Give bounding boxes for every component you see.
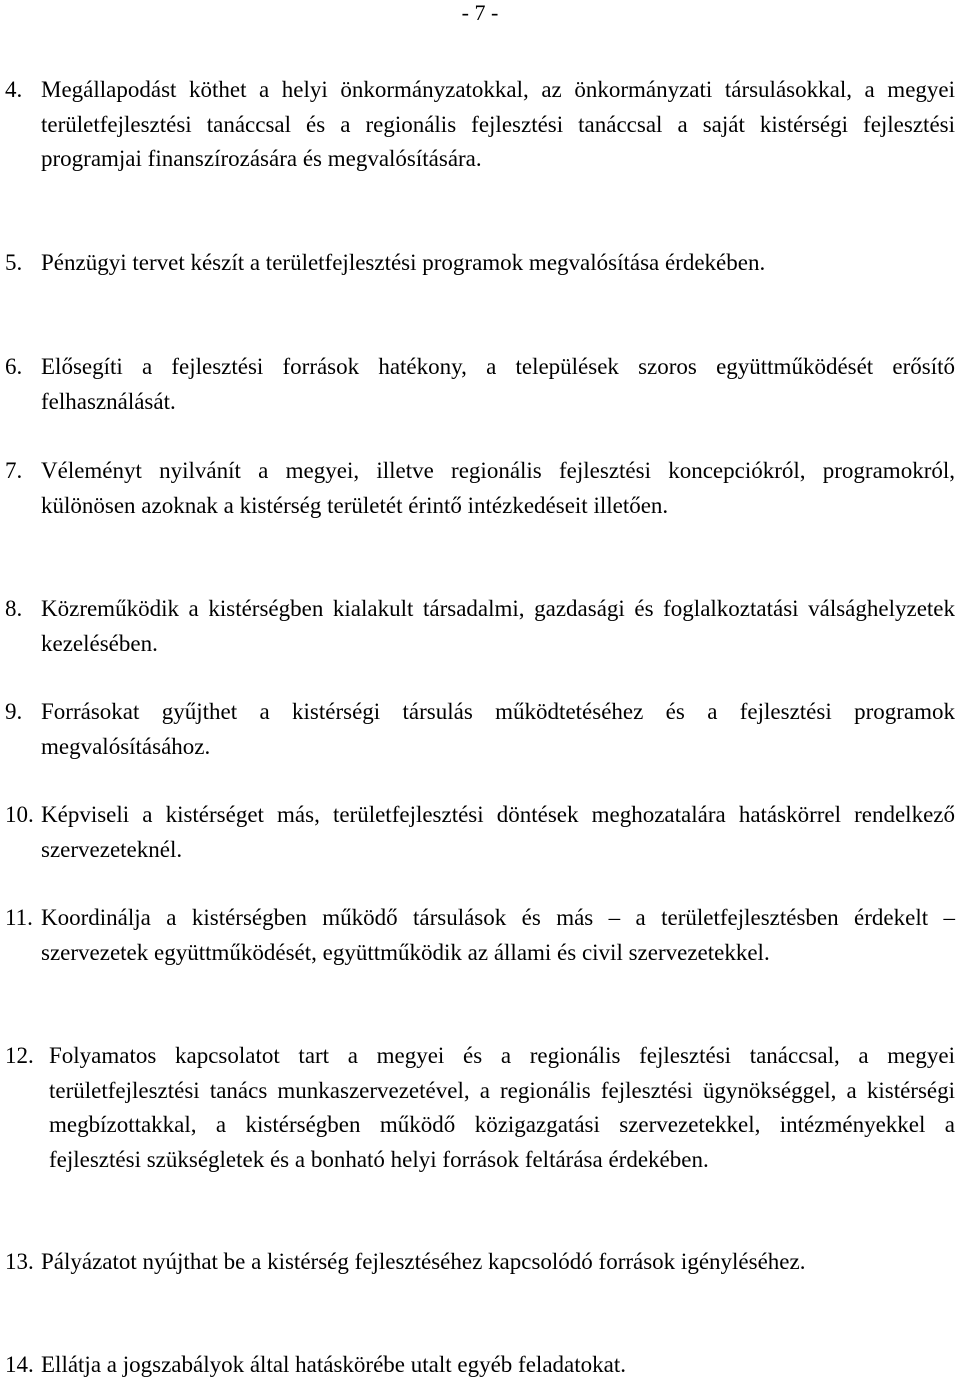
list-item-9 bbox=[5, 695, 955, 764]
list-item-text: Közreműködik a kistérségben kialakult társadalmi, gazdasági és foglalkoztatási válsághelyzetek kezelésében. bbox=[41, 596, 955, 656]
list-item-number: 6. bbox=[5, 354, 23, 379]
list-item-number: 5. bbox=[5, 250, 23, 275]
list-item-14 bbox=[5, 1348, 955, 1383]
list-item-number: 12. bbox=[5, 1043, 34, 1068]
list-item-text: Képviseli a kistérséget más, területfejlesztési döntések meghozatalára hatáskörrel rendelkező szervezeteknél. bbox=[41, 802, 955, 862]
list-item-number: 8. bbox=[5, 596, 23, 621]
list-item-7 bbox=[5, 454, 955, 523]
list-item-text: Elősegíti a fejlesztési források hatékony, a települések szoros együttműködését erősítő felhasználását. bbox=[41, 354, 955, 414]
list-item-text: Folyamatos kapcsolatot tart a megyei és a regionális fejlesztési tanáccsal, a megyei területfejlesztési tanács munkaszervezetével, a regionális fejlesztési ügynökséggel, a kistérségi megbízottakkal, a kistérségben működő közigazgatási szervezetekkel, intézményekkel a fejlesztési szükségletek és a bonható helyi források feltárása érdekében. bbox=[49, 1043, 955, 1172]
list-item-number: 10. bbox=[5, 802, 34, 827]
list-item-5 bbox=[5, 246, 955, 281]
list-item-13 bbox=[5, 1245, 955, 1280]
list-item-number: 7. bbox=[5, 458, 23, 483]
list-item-4 bbox=[5, 73, 955, 177]
list-item-text: Ellátja a jogszabályok által hatáskörébe utalt egyéb feladatokat. bbox=[41, 1352, 626, 1377]
page-number: - 7 - bbox=[461, 0, 499, 25]
list-item-12 bbox=[5, 1039, 955, 1177]
list-item-text: Koordinálja a kistérségben működő társulások és más – a területfejlesztésben érdekelt – szervezetek együttműködését, együttműködik az állami és civil szervezetekkel. bbox=[41, 905, 955, 965]
list-item-number: 14. bbox=[5, 1352, 34, 1377]
list-item-text: Pénzügyi tervet készít a területfejlesztési programok megvalósítása érdekében. bbox=[41, 250, 766, 275]
list-item-text: Forrásokat gyűjthet a kistérségi társulás működtetéséhez és a fejlesztési programok megvalósításához. bbox=[41, 699, 955, 759]
list-item-8 bbox=[5, 592, 955, 661]
list-item-number: 11. bbox=[5, 905, 33, 930]
list-item-number: 13. bbox=[5, 1249, 34, 1274]
list-item-text: Megállapodást köthet a helyi önkormányzatokkal, az önkormányzati társulásokkal, a megyei területfejlesztési tanáccsal és a regionális fejlesztési tanáccsal a saját kistérségi fejlesztési programjai finanszírozására és megvalósítására. bbox=[41, 77, 955, 171]
list-item-11 bbox=[5, 901, 955, 970]
list-item-text: Pályázatot nyújthat be a kistérség fejlesztéséhez kapcsolódó források igényléséhez. bbox=[41, 1249, 806, 1274]
list-item-number: 4. bbox=[5, 77, 23, 102]
list-item-number: 9. bbox=[5, 699, 23, 724]
list-item-6 bbox=[5, 350, 955, 419]
list-item-10 bbox=[5, 798, 955, 867]
list-item-text: Véleményt nyilvánít a megyei, illetve regionális fejlesztési koncepciókról, programokról, különösen azoknak a kistérség területét érintő intézkedéseit illetően. bbox=[41, 458, 955, 518]
